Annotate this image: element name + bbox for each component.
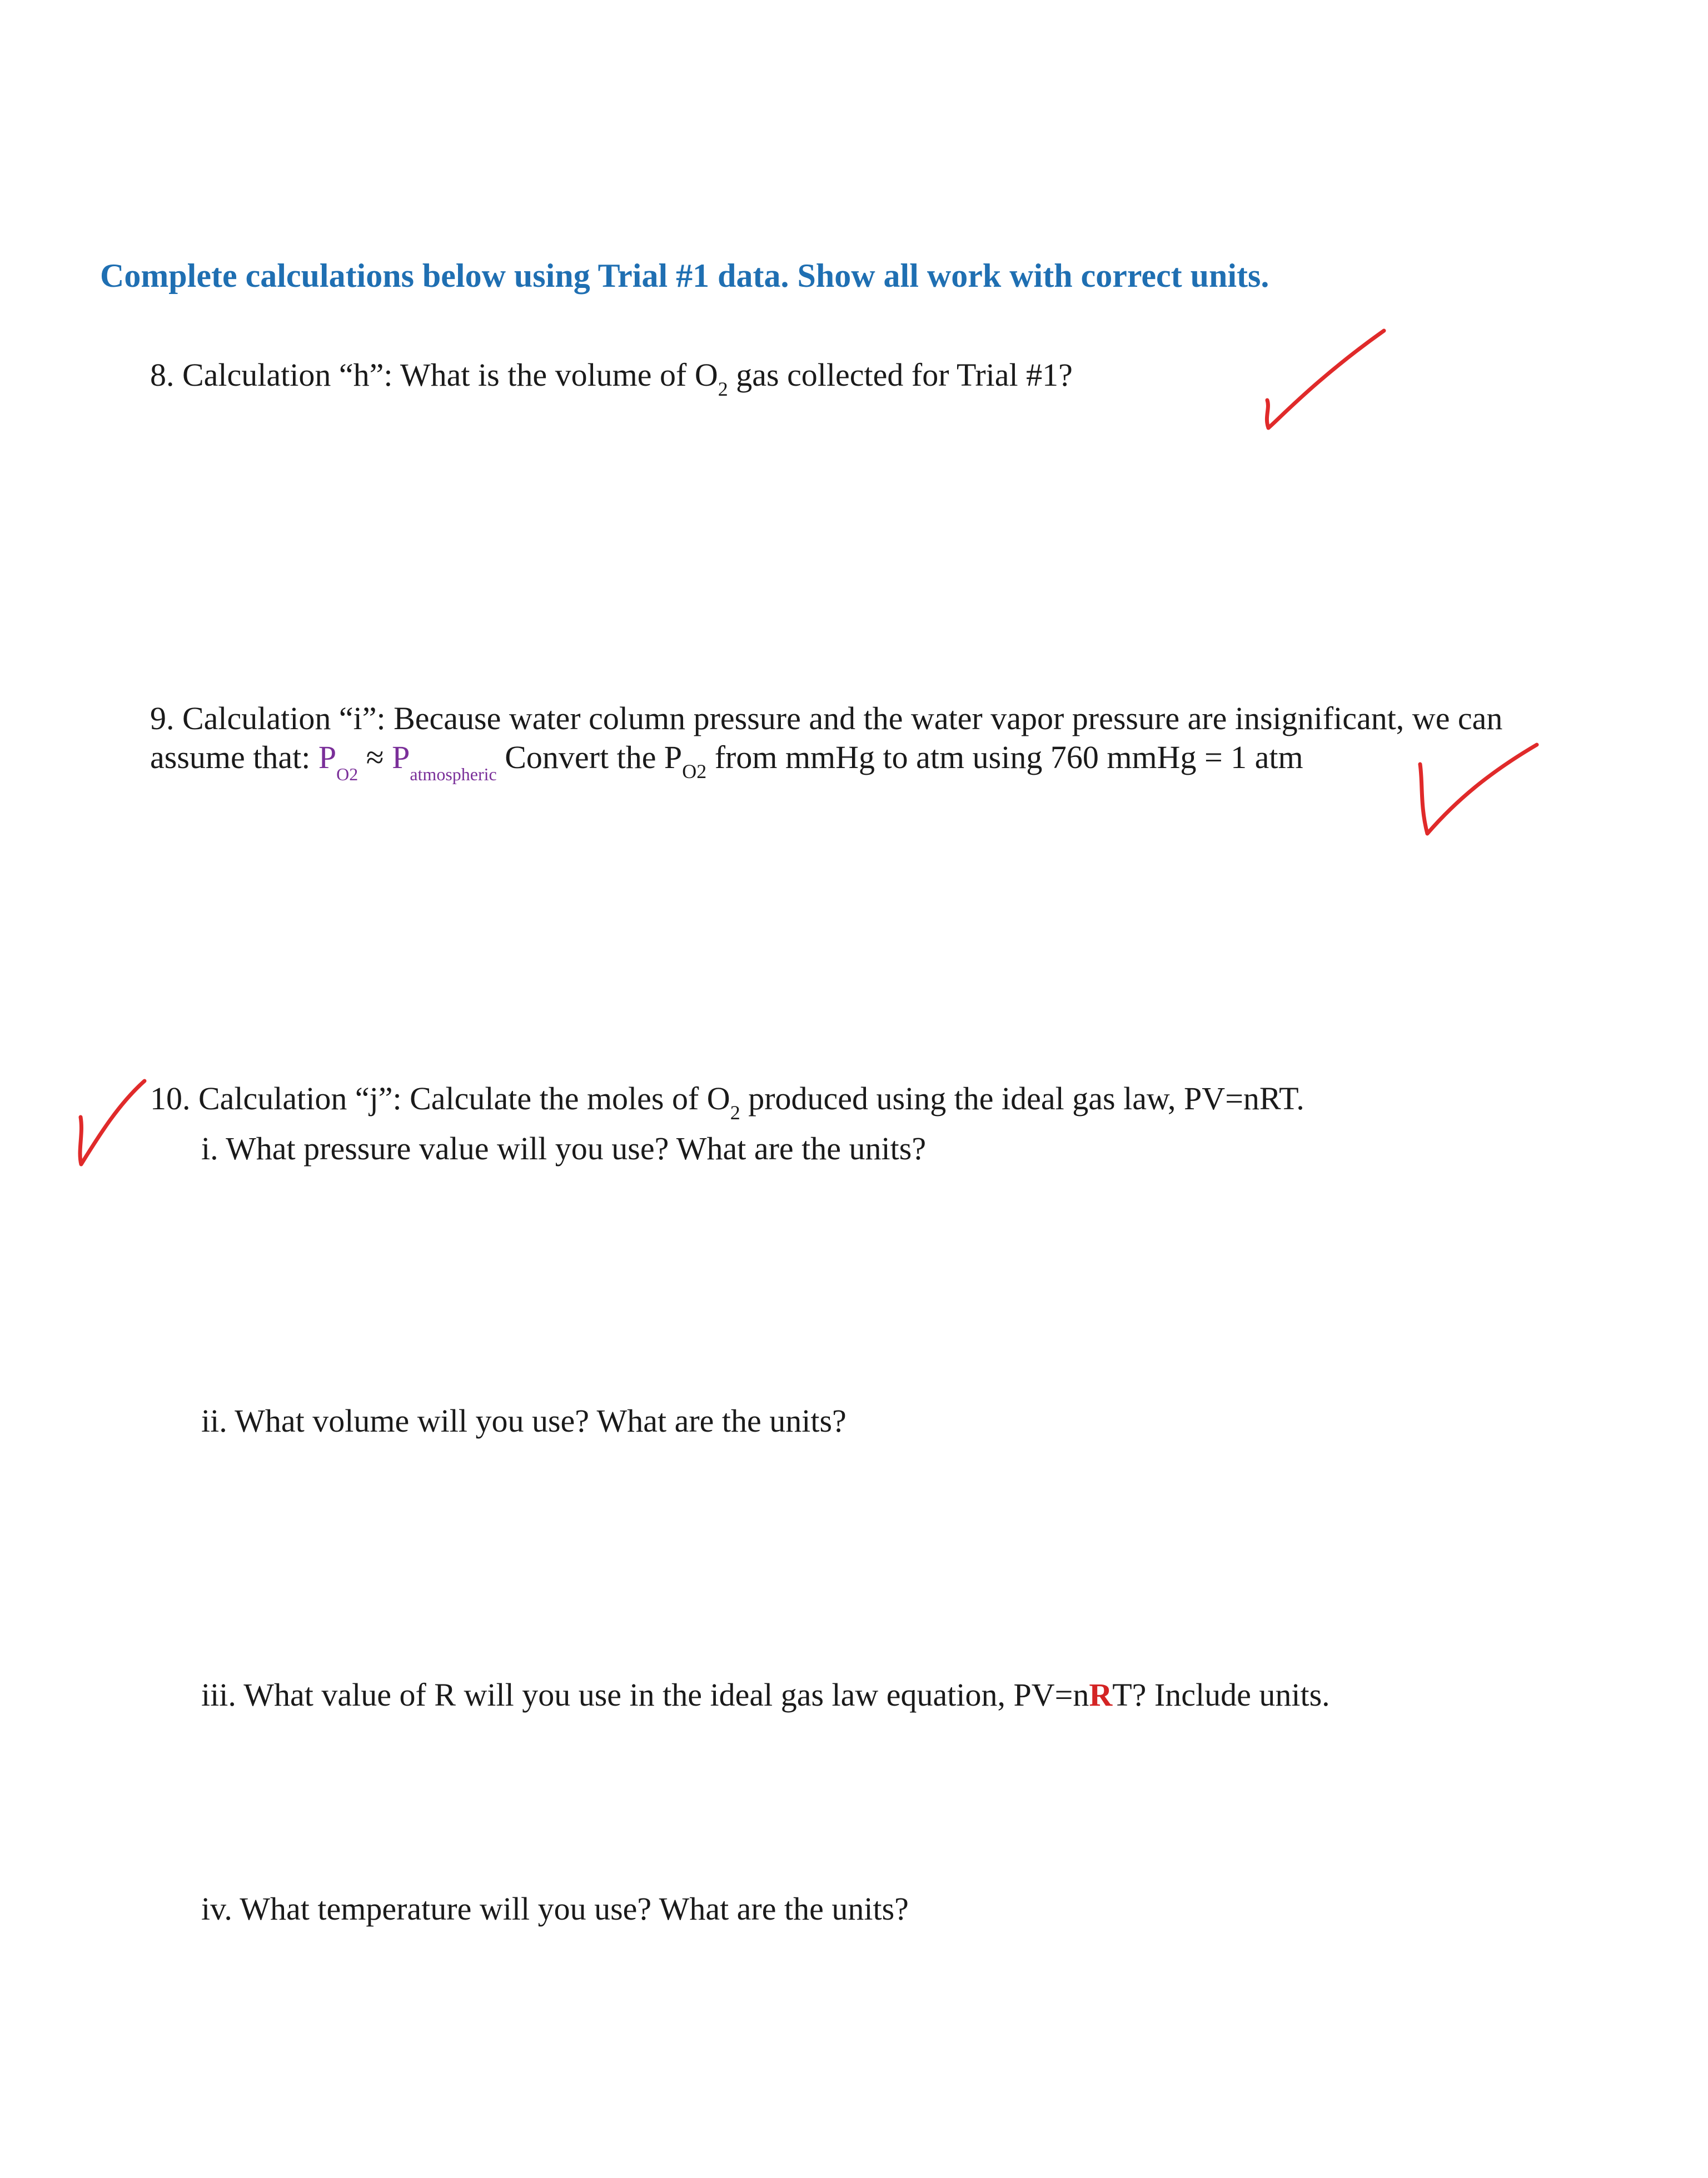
approx-symbol: ≈	[358, 739, 392, 775]
pressure-o2-symbol: P	[318, 739, 337, 775]
question-9-convert-subscript: O2	[682, 760, 707, 783]
question-10-text: 10. Calculation “j”: Calculate the moles of O	[150, 1080, 730, 1117]
question-10-part-iii-end: T? Include units.	[1112, 1677, 1330, 1713]
checkmark-icon	[1251, 317, 1406, 439]
question-8-text-end: gas collected for Trial #1?	[728, 357, 1073, 393]
question-10-subscript: 2	[730, 1102, 740, 1124]
question-9-assume: assume that:	[150, 739, 318, 775]
question-9-convert-end: from mmHg to atm using 760 mmHg = 1 atm	[706, 739, 1303, 775]
question-9-line-1: 9. Calculation “i”: Because water column pressure and the water vapor pressure are insignificant, we can	[150, 700, 1503, 736]
instructions-heading: Complete calculations below using Trial #1 data. Show all work with correct units.	[100, 257, 1269, 294]
pressure-o2-subscript: O2	[336, 764, 358, 784]
r-constant-highlight: R	[1089, 1677, 1113, 1713]
question-9-convert: Convert the P	[496, 739, 683, 775]
pressure-atm-symbol: P	[392, 739, 410, 775]
question-10-part-ii: ii. What volume will you use? What are the units?	[201, 1403, 846, 1439]
question-8	[150, 356, 1073, 398]
checkmark-icon	[1412, 734, 1551, 845]
question-9-line-2	[150, 738, 1303, 784]
pressure-atm-subscript: atmospheric	[410, 764, 497, 784]
question-10-part-iii-text: iii. What value of R will you use in the ideal gas law equation, PV=n	[201, 1677, 1089, 1713]
question-8-text: 8. Calculation “h”: What is the volume of O	[150, 357, 718, 393]
question-8-subscript: 2	[718, 378, 728, 400]
question-10-part-i: i. What pressure value will you use? What are the units?	[201, 1130, 927, 1167]
question-10	[150, 1079, 1304, 1122]
question-10-text-end: produced using the ideal gas law, PV=nRT.	[740, 1080, 1304, 1117]
checkmark-icon	[67, 1073, 156, 1173]
question-10-part-iii	[201, 1676, 1330, 1715]
question-10-part-iv: iv. What temperature will you use? What are the units?	[201, 1891, 909, 1927]
